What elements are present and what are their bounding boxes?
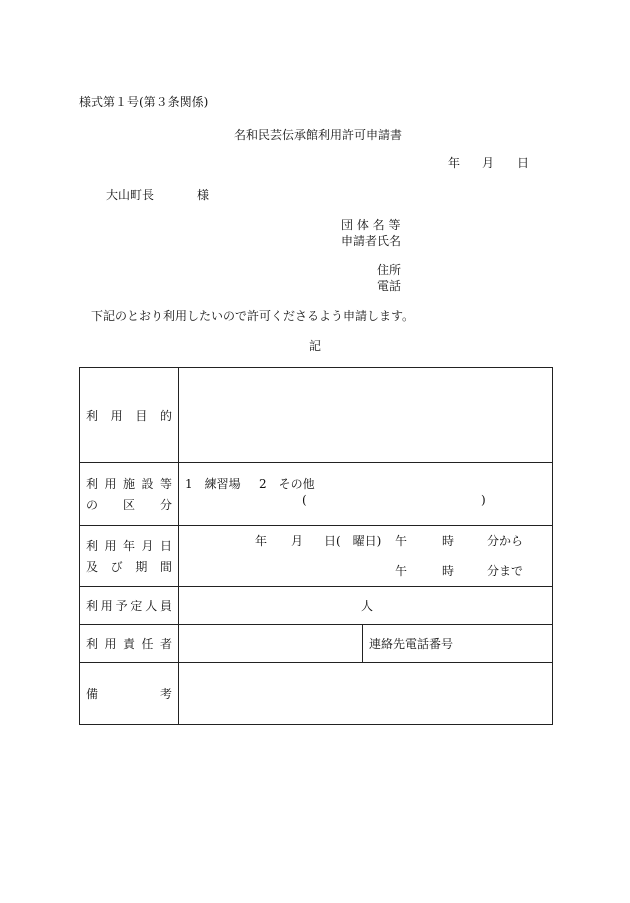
label-char: 年 xyxy=(122,539,135,553)
label-char: 予 xyxy=(115,599,128,613)
label-char: 期 xyxy=(135,560,148,574)
period-label xyxy=(80,526,179,587)
ki-heading: 記 xyxy=(309,339,322,353)
label-char: 分 xyxy=(159,498,172,512)
purpose-field[interactable] xyxy=(179,368,553,463)
document-title: 名和民芸伝承館利用許可申請書 xyxy=(234,128,403,142)
label-char: 備 xyxy=(86,687,99,701)
addressee: 大山町長 xyxy=(106,188,155,202)
period-from: 分から xyxy=(487,533,524,548)
paren-close: ) xyxy=(481,492,486,507)
label-char: の xyxy=(86,498,99,512)
facility-field[interactable] xyxy=(179,463,553,526)
label-char: 日 xyxy=(159,539,172,553)
date-month: 月 xyxy=(482,156,495,170)
date-year: 年 xyxy=(448,156,461,170)
date-day: 日 xyxy=(517,156,530,170)
attendees-label xyxy=(80,587,179,625)
facility-option-1[interactable]: 1 練習場 xyxy=(185,476,241,491)
label-char: 人 xyxy=(145,599,158,613)
row-purpose xyxy=(80,368,553,463)
label-char: 員 xyxy=(159,599,172,613)
label-char: 定 xyxy=(130,599,143,613)
attendees-unit: 人 xyxy=(361,598,374,613)
period-year: 年 xyxy=(255,533,268,548)
period-month: 月 xyxy=(291,533,304,548)
addressee-suffix: 様 xyxy=(197,188,210,202)
row-period xyxy=(80,526,553,587)
label-char: 利 xyxy=(86,637,99,651)
remarks-field[interactable] xyxy=(179,663,553,725)
row-responsible xyxy=(80,625,553,663)
label-char: 利 xyxy=(86,539,99,553)
label-char: 施 xyxy=(122,477,135,491)
row-facility xyxy=(80,463,553,526)
purpose-label xyxy=(80,368,179,463)
period-hour-2: 時 xyxy=(442,563,455,578)
row-attendees xyxy=(80,587,553,625)
period-until: 分まで xyxy=(487,563,524,578)
label-char: 月 xyxy=(141,539,154,553)
facility-option-2[interactable]: 2 その他 xyxy=(259,476,315,491)
label-char: 的 xyxy=(159,408,172,423)
label-char: 利 xyxy=(86,599,99,613)
label-char: 任 xyxy=(141,637,154,651)
period-ampm-1: 午 xyxy=(395,533,408,548)
label-char: 間 xyxy=(159,560,172,574)
label-char: 用 xyxy=(110,408,123,423)
remarks-label xyxy=(80,663,179,725)
label-char: 用 xyxy=(104,637,117,651)
facility-label xyxy=(80,463,179,526)
label-char: 及 xyxy=(86,560,99,574)
form-number: 様式第１号(第３条関係) xyxy=(79,95,209,109)
label-char: 目 xyxy=(135,408,148,423)
label-char: 用 xyxy=(104,477,117,491)
contact-phone-label: 連絡先電話番号 xyxy=(369,637,454,651)
application-table xyxy=(79,367,553,725)
responsible-field[interactable] xyxy=(179,625,363,663)
label-char: 利 xyxy=(86,408,99,423)
label-char: 用 xyxy=(100,599,113,613)
label-char: 責 xyxy=(122,637,135,651)
intro-text: 下記のとおり利用したいので許可くださるよう申請します。 xyxy=(91,309,415,323)
paren-open: ( xyxy=(302,492,307,507)
address-label: 住所 xyxy=(377,263,402,277)
label-char: 区 xyxy=(122,498,135,512)
label-char: 設 xyxy=(141,477,154,491)
phone-label: 電話 xyxy=(377,279,402,293)
row-remarks xyxy=(80,663,553,725)
label-char: 等 xyxy=(159,477,172,491)
period-ampm-2: 午 xyxy=(395,563,408,578)
responsible-label xyxy=(80,625,179,663)
contact-phone-field[interactable] xyxy=(363,625,553,663)
group-name-label: 団 体 名 等 xyxy=(341,218,401,232)
label-char: 者 xyxy=(159,637,172,651)
applicant-name-label: 申請者氏名 xyxy=(341,234,402,248)
label-char: 考 xyxy=(159,687,172,701)
period-day-weekday: 日( 曜日) xyxy=(324,533,382,548)
label-char: 用 xyxy=(104,539,117,553)
period-field[interactable] xyxy=(179,526,553,587)
attendees-field[interactable] xyxy=(179,587,553,625)
label-char: び xyxy=(110,560,123,574)
label-char: 利 xyxy=(86,477,99,491)
period-hour-1: 時 xyxy=(442,533,455,548)
